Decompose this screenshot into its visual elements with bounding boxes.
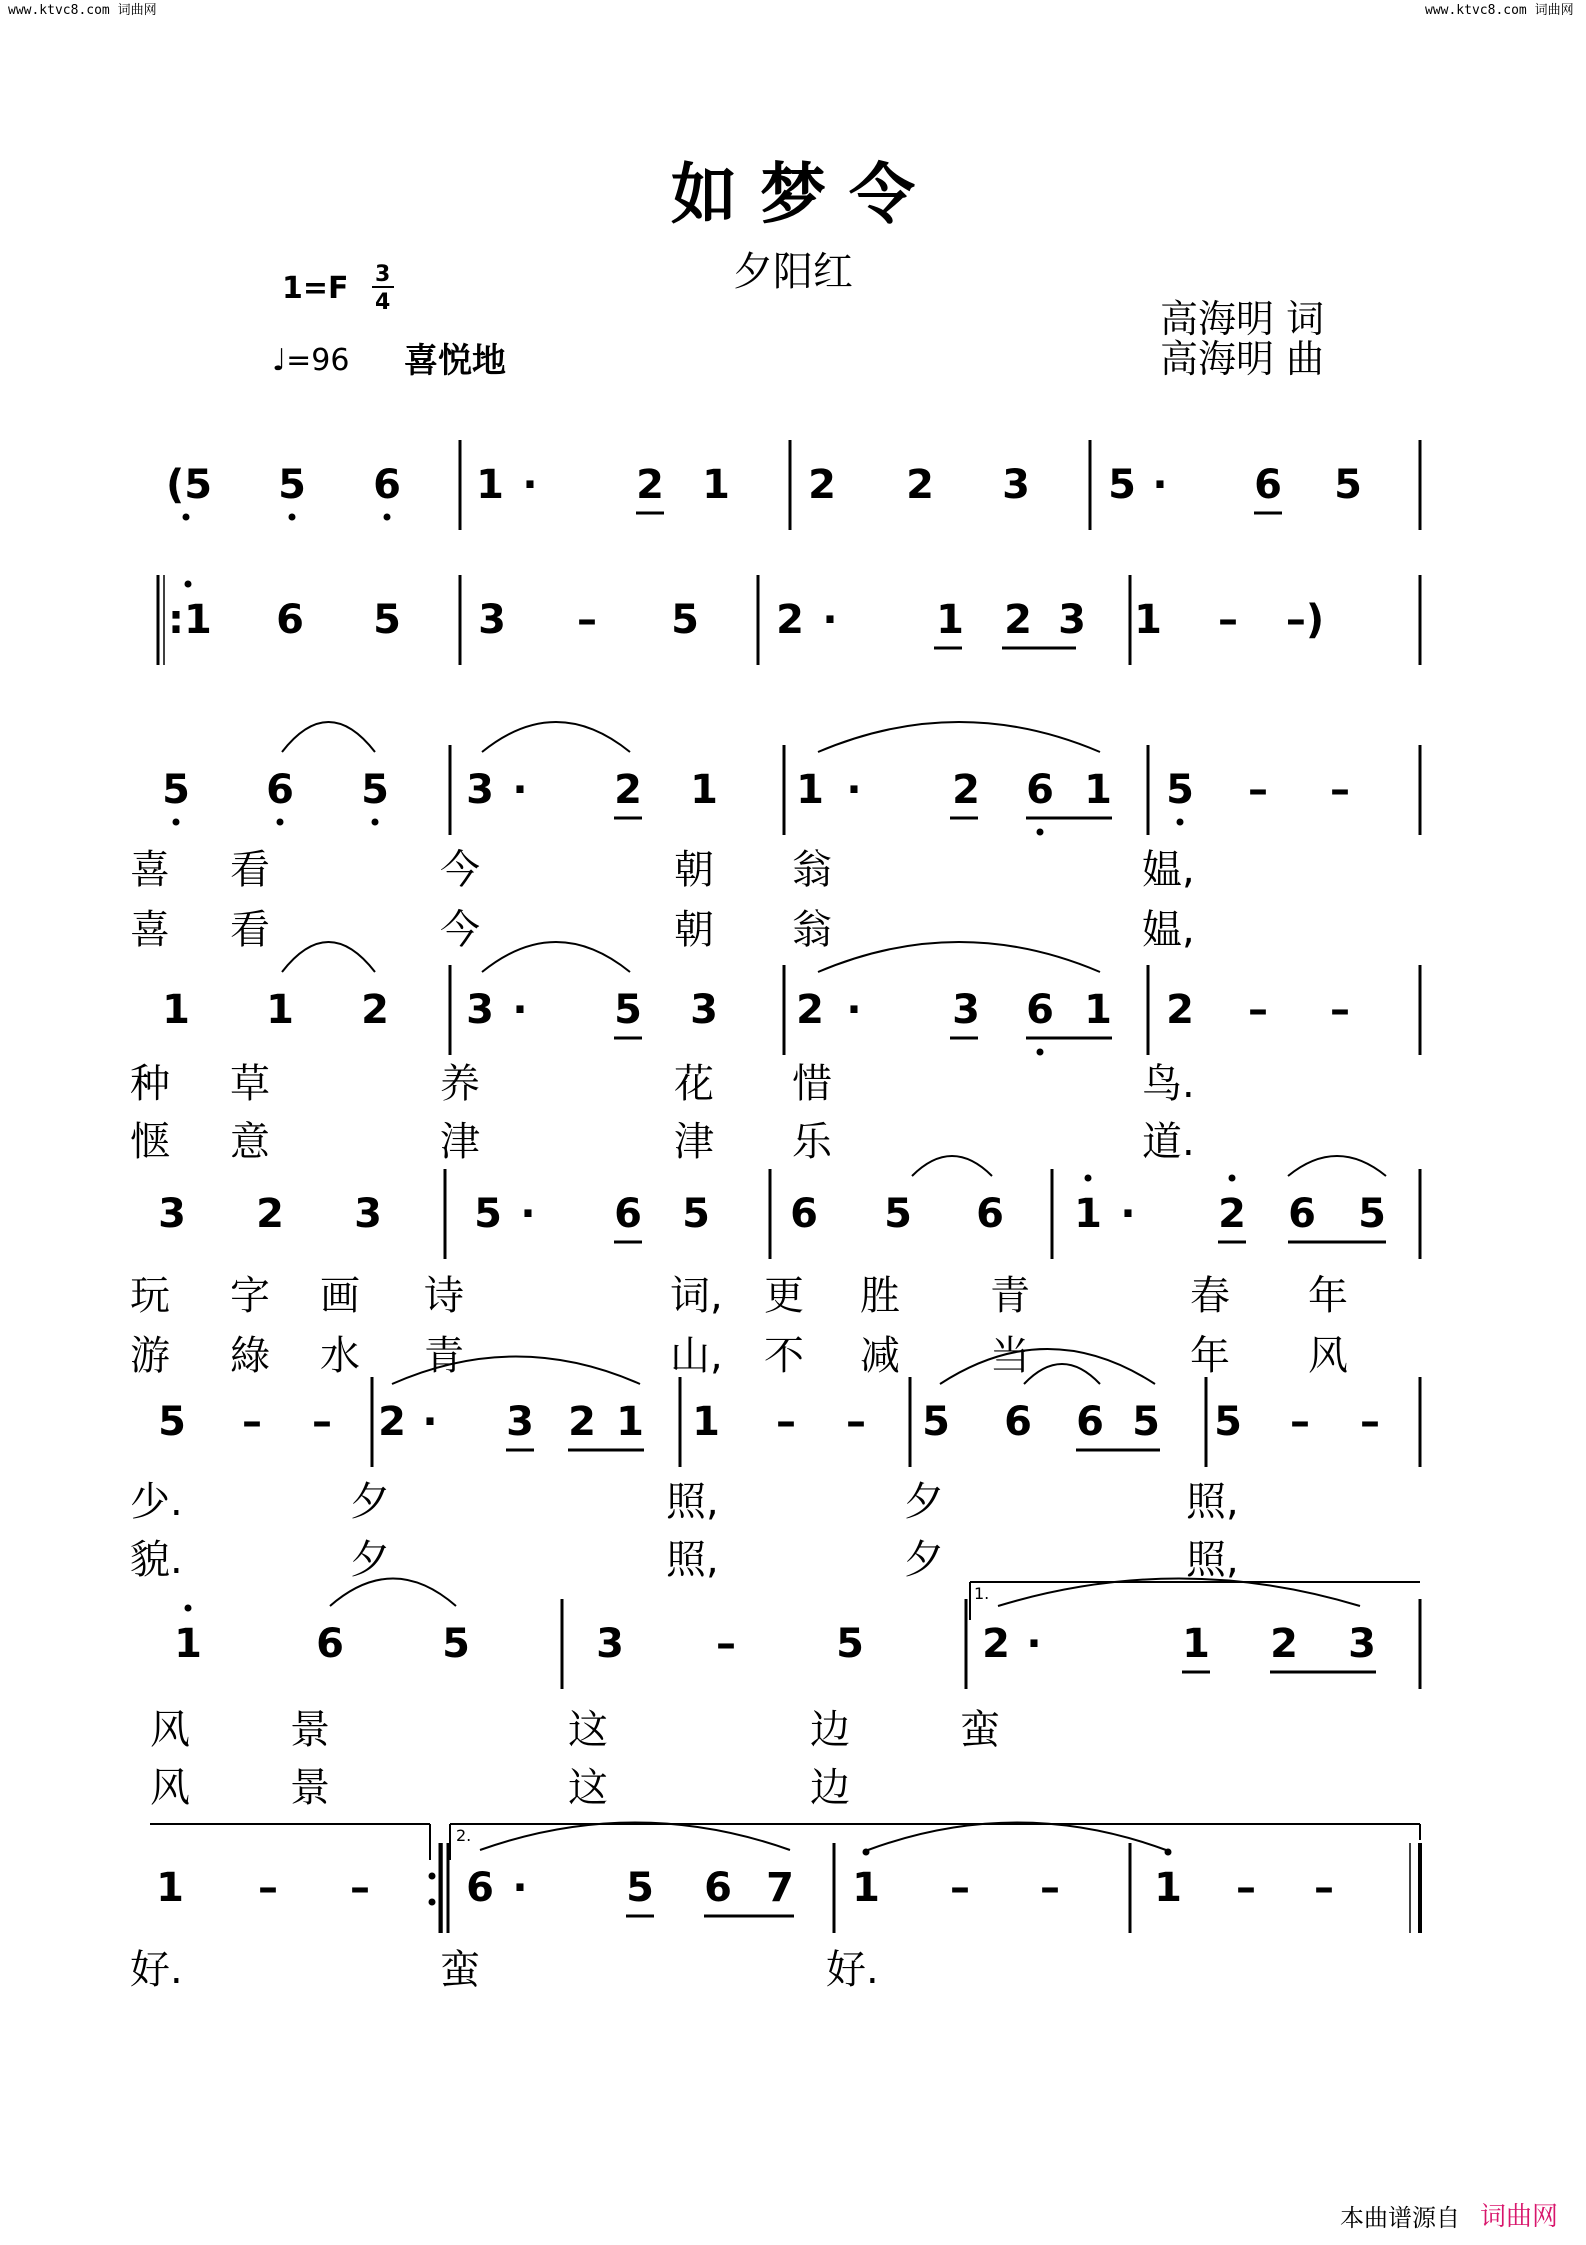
note: 3 — [354, 1191, 382, 1237]
lyric-char: 今 — [440, 907, 480, 953]
lyric-char: 养 — [440, 1061, 480, 1107]
note: 2 — [378, 1399, 406, 1445]
lyric-char: 鸟. — [1142, 1061, 1195, 1107]
lyric-char: 游 — [130, 1333, 170, 1379]
note: 5 — [671, 597, 699, 643]
note: · — [846, 767, 862, 813]
lyric-char: 夕 — [350, 1537, 390, 1583]
note: 1 — [936, 597, 964, 643]
lyric-char: 春 — [1190, 1273, 1230, 1319]
note: 6 — [316, 1621, 344, 1667]
note: 1 — [174, 1621, 202, 1667]
lower-octave-dot — [384, 514, 391, 521]
repeat-dot — [429, 1899, 436, 1906]
note: 1 — [1074, 1191, 1102, 1237]
time-signature-num: 3 — [375, 262, 391, 287]
note: 5 — [474, 1191, 502, 1237]
note: 5 — [922, 1399, 950, 1445]
note: 1 — [156, 1865, 184, 1911]
lyric-char: 山, — [670, 1333, 723, 1379]
note: 1 — [1084, 987, 1112, 1033]
note: 1 — [162, 987, 190, 1033]
note: – — [1360, 1399, 1380, 1445]
note: 2 — [982, 1621, 1010, 1667]
lyric-char: 夕 — [904, 1479, 944, 1525]
note: 5 — [1214, 1399, 1242, 1445]
note: 3 — [1348, 1621, 1376, 1667]
note: 2 — [1166, 987, 1194, 1033]
volta-2-label: 2. — [456, 1826, 472, 1845]
lyric-char: 这 — [568, 1707, 608, 1753]
note: – — [1314, 1865, 1334, 1911]
note: 6 — [704, 1865, 732, 1911]
lower-octave-dot — [372, 819, 379, 826]
lyric-char: 道. — [1142, 1119, 1195, 1165]
lyric-char: 惜 — [792, 1061, 832, 1107]
lyric-char: 青 — [990, 1273, 1030, 1319]
note: – — [950, 1865, 970, 1911]
note: 1 — [476, 462, 504, 508]
lyric-char: 草 — [230, 1061, 270, 1107]
note: –) — [1285, 597, 1325, 643]
slur — [480, 1823, 790, 1851]
note: 5 — [626, 1865, 654, 1911]
note: – — [242, 1399, 262, 1445]
note: 5 — [614, 987, 642, 1033]
lyric-char: 玩 — [130, 1273, 170, 1319]
note: 2 — [952, 767, 980, 813]
note: · — [1026, 1621, 1042, 1667]
lyric-char: 喜 — [130, 907, 170, 953]
lyric-char: 惬 — [130, 1119, 170, 1165]
slur — [912, 1156, 992, 1176]
note: 2 — [906, 462, 934, 508]
note: · — [1120, 1191, 1136, 1237]
note: 6 — [614, 1191, 642, 1237]
lyric-char: 照, — [1186, 1537, 1239, 1583]
note: · — [846, 987, 862, 1033]
note: 6 — [1076, 1399, 1104, 1445]
note: – — [1218, 597, 1238, 643]
note: (5 — [166, 462, 213, 508]
upper-octave-dot — [1229, 1175, 1236, 1182]
note: · — [520, 1191, 536, 1237]
note: – — [312, 1399, 332, 1445]
lower-octave-dot — [1177, 819, 1184, 826]
lyric-char: 喜 — [130, 847, 170, 893]
note: – — [1248, 767, 1268, 813]
lyric-char: 胜 — [860, 1273, 900, 1319]
lyric-char: 画 — [320, 1273, 360, 1319]
watermark-left: www.ktvc8.com 词曲网 — [8, 3, 157, 18]
note: 1 — [1084, 767, 1112, 813]
lyric-char: 綠 — [230, 1333, 270, 1379]
lyric-char: 当 — [990, 1333, 1030, 1379]
lyric-char: 貌. — [130, 1537, 183, 1583]
note: :1 — [168, 597, 212, 643]
note: 1 — [1134, 597, 1162, 643]
note: 3 — [1002, 462, 1030, 508]
note: 6 — [976, 1191, 1004, 1237]
note: · — [512, 987, 528, 1033]
note: 1 — [852, 1865, 880, 1911]
lyric-char: 这 — [568, 1765, 608, 1811]
note: 1 — [1154, 1865, 1182, 1911]
lyric-char: 词, — [670, 1273, 723, 1319]
note: – — [1290, 1399, 1310, 1445]
note: 3 — [506, 1399, 534, 1445]
note: 6 — [276, 597, 304, 643]
lower-octave-dot — [289, 514, 296, 521]
composer-credit: 高海明 曲 — [1160, 337, 1325, 381]
note: 2 — [1004, 597, 1032, 643]
lyric-char: 更 — [764, 1273, 804, 1319]
slur — [330, 1579, 456, 1607]
lyric-char: 照, — [666, 1537, 719, 1583]
lyric-char: 好. — [130, 1947, 183, 1993]
note: 5 — [1108, 462, 1136, 508]
slur — [818, 942, 1100, 972]
lyric-char: 夕 — [904, 1537, 944, 1583]
lower-octave-dot — [277, 819, 284, 826]
lyric-char: 乐 — [792, 1119, 832, 1165]
lyric-char: 津 — [440, 1119, 480, 1165]
lower-octave-dot — [183, 514, 190, 521]
lyric-char: 青 — [424, 1333, 464, 1379]
lyric-char: 意 — [230, 1119, 270, 1165]
note: – — [1040, 1865, 1060, 1911]
lyric-char: 少. — [130, 1479, 183, 1525]
lyric-char: 看 — [230, 907, 270, 953]
slur — [482, 722, 630, 752]
lyric-char: 不 — [764, 1333, 804, 1379]
lyric-char: 蛮 — [960, 1707, 1000, 1753]
slur — [482, 942, 630, 972]
note: 5 — [1166, 767, 1194, 813]
lyric-char: 年 — [1308, 1273, 1348, 1319]
note: 1 — [266, 987, 294, 1033]
note: 5 — [682, 1191, 710, 1237]
lyric-char: 年 — [1190, 1333, 1230, 1379]
note: – — [577, 597, 597, 643]
note: 3 — [466, 987, 494, 1033]
lyric-char: 边 — [810, 1765, 850, 1811]
note: · — [822, 597, 838, 643]
lyric-char: 翁 — [792, 907, 832, 953]
note: 2 — [568, 1399, 596, 1445]
lyric-char: 减 — [860, 1333, 900, 1379]
note: · — [1152, 462, 1168, 508]
lyric-char: 边 — [810, 1707, 850, 1753]
note: 7 — [766, 1865, 794, 1911]
note: 3 — [690, 987, 718, 1033]
lyric-char: 种 — [130, 1061, 170, 1107]
note: 2 — [796, 987, 824, 1033]
slur — [1024, 1364, 1100, 1384]
note: 5 — [361, 767, 389, 813]
lyric-char: 夕 — [350, 1479, 390, 1525]
note: 1 — [616, 1399, 644, 1445]
note: 5 — [1334, 462, 1362, 508]
note: 6 — [266, 767, 294, 813]
note: · — [422, 1399, 438, 1445]
expression-mark: 喜悦地 — [404, 341, 506, 381]
note: 3 — [466, 767, 494, 813]
lyricist-credit: 高海明 词 — [1160, 297, 1325, 341]
lyric-char: 朝 — [674, 907, 714, 953]
lyric-char: 水 — [320, 1333, 360, 1379]
note: 6 — [1288, 1191, 1316, 1237]
note: 2 — [361, 987, 389, 1033]
footer-source: 本曲谱源自 — [1340, 2204, 1460, 2232]
lyric-char: 津 — [674, 1119, 714, 1165]
repeat-dot — [429, 1873, 436, 1880]
note: – — [350, 1865, 370, 1911]
note: – — [1248, 987, 1268, 1033]
note: 5 — [1132, 1399, 1160, 1445]
lyric-char: 照, — [666, 1479, 719, 1525]
slur — [1288, 1156, 1386, 1176]
note: 1 — [702, 462, 730, 508]
note: – — [1236, 1865, 1256, 1911]
watermark-right: www.ktvc8.com 词曲网 — [1425, 3, 1574, 18]
lyric-char: 今 — [440, 847, 480, 893]
note: 2 — [1218, 1191, 1246, 1237]
slur — [818, 722, 1100, 752]
note: 2 — [1270, 1621, 1298, 1667]
tempo-mark: ♩=96 — [272, 343, 350, 378]
note: 5 — [836, 1621, 864, 1667]
note: – — [776, 1399, 796, 1445]
note: 1 — [796, 767, 824, 813]
note: 5 — [278, 462, 306, 508]
lyric-char: 景 — [290, 1707, 330, 1753]
lyric-char: 媪, — [1142, 847, 1195, 893]
note: 1 — [692, 1399, 720, 1445]
note: 3 — [1058, 597, 1086, 643]
lyric-char: 景 — [290, 1765, 330, 1811]
upper-octave-dot — [1085, 1175, 1092, 1182]
note: 2 — [614, 767, 642, 813]
note: 2 — [636, 462, 664, 508]
lyric-char: 蛮 — [440, 1947, 480, 1993]
lyric-char: 翁 — [792, 847, 832, 893]
note: 2 — [808, 462, 836, 508]
note: – — [1330, 767, 1350, 813]
note: 3 — [596, 1621, 624, 1667]
lower-octave-dot — [1037, 1049, 1044, 1056]
note: 5 — [373, 597, 401, 643]
lyric-char: 风 — [1308, 1333, 1348, 1379]
note: 2 — [776, 597, 804, 643]
lyric-char: 花 — [674, 1061, 714, 1107]
lyric-char: 媪, — [1142, 907, 1195, 953]
note: 1 — [1182, 1621, 1210, 1667]
note: 6 — [1004, 1399, 1032, 1445]
lyric-char: 诗 — [424, 1273, 464, 1319]
note: 6 — [1026, 767, 1054, 813]
note: 6 — [373, 462, 401, 508]
note: 5 — [442, 1621, 470, 1667]
note: 6 — [1254, 462, 1282, 508]
lyric-char: 朝 — [674, 847, 714, 893]
note: 6 — [1026, 987, 1054, 1033]
subtitle: 夕阳红 — [733, 249, 853, 295]
key-signature: 1=F — [282, 271, 349, 306]
lyric-char: 风 — [150, 1707, 190, 1753]
note: 6 — [466, 1865, 494, 1911]
slur — [868, 1823, 1166, 1851]
note: 5 — [158, 1399, 186, 1445]
note: 2 — [256, 1191, 284, 1237]
note: – — [1330, 987, 1350, 1033]
lower-octave-dot — [173, 819, 180, 826]
note: – — [258, 1865, 278, 1911]
time-signature-den: 4 — [375, 290, 391, 315]
note: · — [522, 462, 538, 508]
footer-brand[interactable]: 词曲网 — [1480, 2202, 1559, 2232]
slur — [282, 722, 375, 752]
note: 5 — [1358, 1191, 1386, 1237]
volta-1-label: 1. — [974, 1584, 990, 1603]
slur — [282, 942, 375, 972]
lyric-char: 看 — [230, 847, 270, 893]
note: 3 — [952, 987, 980, 1033]
note: 5 — [884, 1191, 912, 1237]
note: – — [846, 1399, 866, 1445]
note: · — [512, 767, 528, 813]
note: – — [716, 1621, 736, 1667]
note: 3 — [158, 1191, 186, 1237]
lyric-char: 好. — [826, 1947, 879, 1993]
upper-octave-dot — [185, 1605, 192, 1612]
note: 6 — [790, 1191, 818, 1237]
page-title: 如 梦 令 — [671, 156, 915, 233]
note: · — [512, 1865, 528, 1911]
upper-octave-dot — [185, 581, 192, 588]
lyric-char: 字 — [230, 1273, 270, 1319]
note: 1 — [690, 767, 718, 813]
note: 3 — [478, 597, 506, 643]
lyric-char: 风 — [150, 1765, 190, 1811]
lyric-char: 照, — [1186, 1479, 1239, 1525]
note: 5 — [162, 767, 190, 813]
lower-octave-dot — [1037, 829, 1044, 836]
